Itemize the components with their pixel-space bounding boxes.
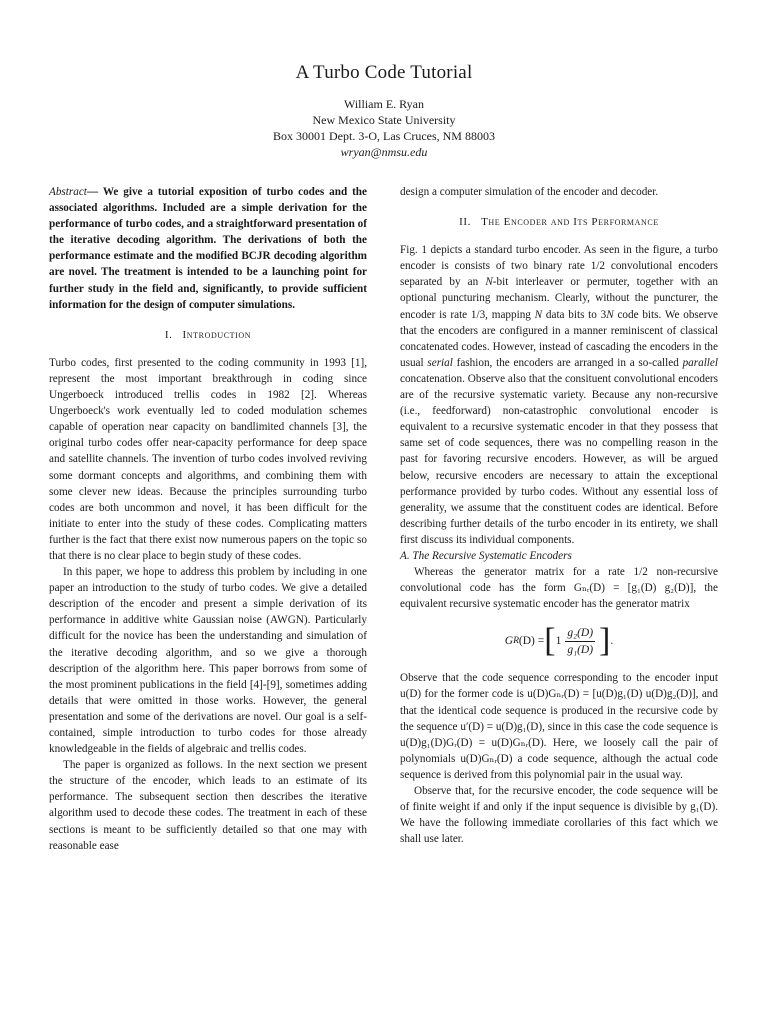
left-column <box>49 184 367 854</box>
section-number: I. <box>164 328 173 341</box>
text-run: -bit interleaver or permuter, together with an optional puncturing mechanism. Clearly, without the puncturer, the encoder is rate 1/3, mapping <box>400 276 718 321</box>
equation-text: . <box>610 635 614 648</box>
equation-symbol: G <box>504 635 514 648</box>
section-title: The Encoder and Its Performance <box>481 216 659 229</box>
intro-paragraph-3: The paper is organized as follows. In the next section we present the structure of the encoder, which leads to an estimate of its performance. The subsequent section then describes the iterative algorithm used to decode these codes. The treatment in each of these sections is meant to be sufficiently detailed so that one may with reasonable ease <box>49 759 367 852</box>
matrix-entry-fraction <box>565 625 595 658</box>
intro-paragraph-2: In this paper, we hope to address this problem by including in one paper an introduction to the study of turbo codes. We give a detailed description of the encoder and present a simple derivation of its performance in additive white Gaussian noise (AWGN). Particularly difficult for the novice has been the understanding and simulation of the iterative decoding algorithm, and so we give a thorough description of the algorithm here. This paper borrows from some of the most prominent publications in the field [4]-[9], sometimes adding details that were omitted in those works. However, the general presentation and some of the derivations are novel. Our goal is a self-contained, simple introduction to turbo codes for those already knowledgeable in the fields of algebraic and trellis codes. <box>49 566 367 756</box>
math-symbol: N <box>534 308 543 321</box>
intro-paragraph-3-continued: design a computer simulation of the encoder and decoder. <box>400 186 659 198</box>
text-run: concatenation. Observe also that the consituent convolutional encoders are of the recursive systematic variety. Because any non-recursive (i.e., feedforward) non-catastrophic convolutional encoder is equivalent to a recursive systematic encoder in that they possess that same set of code sequences, there was no compelling reason in the past for favoring recursive encoders. However, as will be argued below, recursive encoders are necessary to attain the exceptional performance provided by turbo codes. Without any essential loss of generality, we assume that the constituent codes are identical. Before describing further details of the turbo encoder in its entirety, we shall first discuss its individual components. <box>400 372 718 546</box>
encoder-paragraph-4: Observe that, for the recursive encoder, the code sequence will be of finite weight if and only if the input sequence is divisible by g₁(D). We have the following immediate corollaries of this fact which we shall use later. <box>400 785 718 846</box>
generator-matrix-equation <box>400 624 718 658</box>
section-title: Introduction <box>182 328 252 341</box>
section-heading-introduction <box>49 327 367 343</box>
equation-text: (D) = <box>518 635 545 648</box>
author-name: William E. Ryan <box>343 97 425 111</box>
paper-header <box>0 62 768 160</box>
emphasis: parallel <box>682 356 718 369</box>
author-affiliation: New Mexico State University <box>312 113 456 127</box>
emphasis: serial <box>427 356 453 369</box>
fraction-denominator: g₁(D) <box>567 643 594 656</box>
abstract-dash: — <box>86 186 99 198</box>
section-heading-encoder <box>400 214 718 230</box>
encoder-paragraph-2: Whereas the generator matrix for a rate 1/2 non-recursive convolutional code has the form Gₙᵣ(D) = [g₁(D) g₂(D)], the equivalent recursive systematic encoder has the generator matrix <box>400 566 718 611</box>
right-bracket: ] <box>599 622 611 660</box>
math-symbol: N <box>606 308 614 321</box>
text-run: fashion, the encoders are arranged in a so-called <box>452 356 683 369</box>
paper-title: A Turbo Code Tutorial <box>295 62 473 83</box>
fraction-numerator: g₂(D) <box>565 625 595 642</box>
text-run: code bits. We observe that the encoders are configured in a manner reminiscent of classical concatenated codes. However, instead of cascading the encoders in the usual <box>400 308 719 369</box>
author-email: wryan@nmsu.edu <box>340 145 428 159</box>
abstract <box>49 184 367 313</box>
subsection-heading: A. The Recursive Systematic Encoders <box>400 549 572 562</box>
math-symbol: N <box>485 276 493 289</box>
encoder-paragraph-3: Observe that the code sequence corresponding to the encoder input u(D) for the former code is u(D)Gₙᵣ(D) = [u(D)g₁(D) u(D)g₂(D)], and that the identical code sequence is produced in the recursive code by the sequence u′(D) = u(D)g₁(D), since in this case the code sequence is u(D)g₁(D)Gᵣ(D) = u(D)Gₙᵣ(D). Here, we loosely call the pair of polynomials u(D)Gₙᵣ(D) a code sequence, although the actual code sequence is derived from this polynomial pair in the usual way. <box>400 672 718 781</box>
abstract-text: We give a tutorial exposition of turbo codes and the associated algorithms. Included are a simple derivation for the performance of turbo codes, and a straightforward presentation of the iterative decoding algorithm. The derivations of both the performance estimate and the modified BCJR decoding algorithm are novel. The treatment is intended to be a launching point for further study in the field and, significantly, to provide sufficient information for the design of computer simulations. <box>49 186 367 311</box>
text-run: Fig. 1 depicts a standard turbo encoder. As seen in the figure, a turbo encoder is consists of two binary rate 1/2 convolutional encoders separated by an <box>400 244 718 289</box>
encoder-paragraph-1 <box>400 242 718 548</box>
intro-paragraph-1: Turbo codes, first presented to the coding community in 1993 [1], represent the most important breakthrough in coding since Ungerboeck introduced trellis codes in 1982 [2]. Whereas Ungerboeck's work eventually led to coded modulation schemes capable of operation near capacity on bandlimited channels [3], the original turbo codes offer near-capacity performance for deep space and satellite channels. The invention of turbo codes involved reviving some dormant concepts and algorithms, and combining them with some clever new ideas. Because the principles surrounding turbo codes are both uncommon and novel, it has been difficult for the initiate to enter into the study of these codes. Complicating matters further is the fact that there exist now numerous papers on the topic so that there is no clear place to begin study of these codes. <box>49 356 367 562</box>
equation-body <box>505 624 614 658</box>
equation-subscript: R <box>513 635 519 647</box>
right-column <box>400 184 718 847</box>
text-run: data bits to 3 <box>542 308 607 321</box>
left-bracket: [ <box>544 622 556 660</box>
author-address: Box 30001 Dept. 3-O, Las Cruces, NM 88003 <box>273 129 495 143</box>
section-number: II. <box>459 216 472 229</box>
abstract-label: Abstract <box>49 186 87 198</box>
matrix-entry-1: 1 <box>555 635 562 648</box>
